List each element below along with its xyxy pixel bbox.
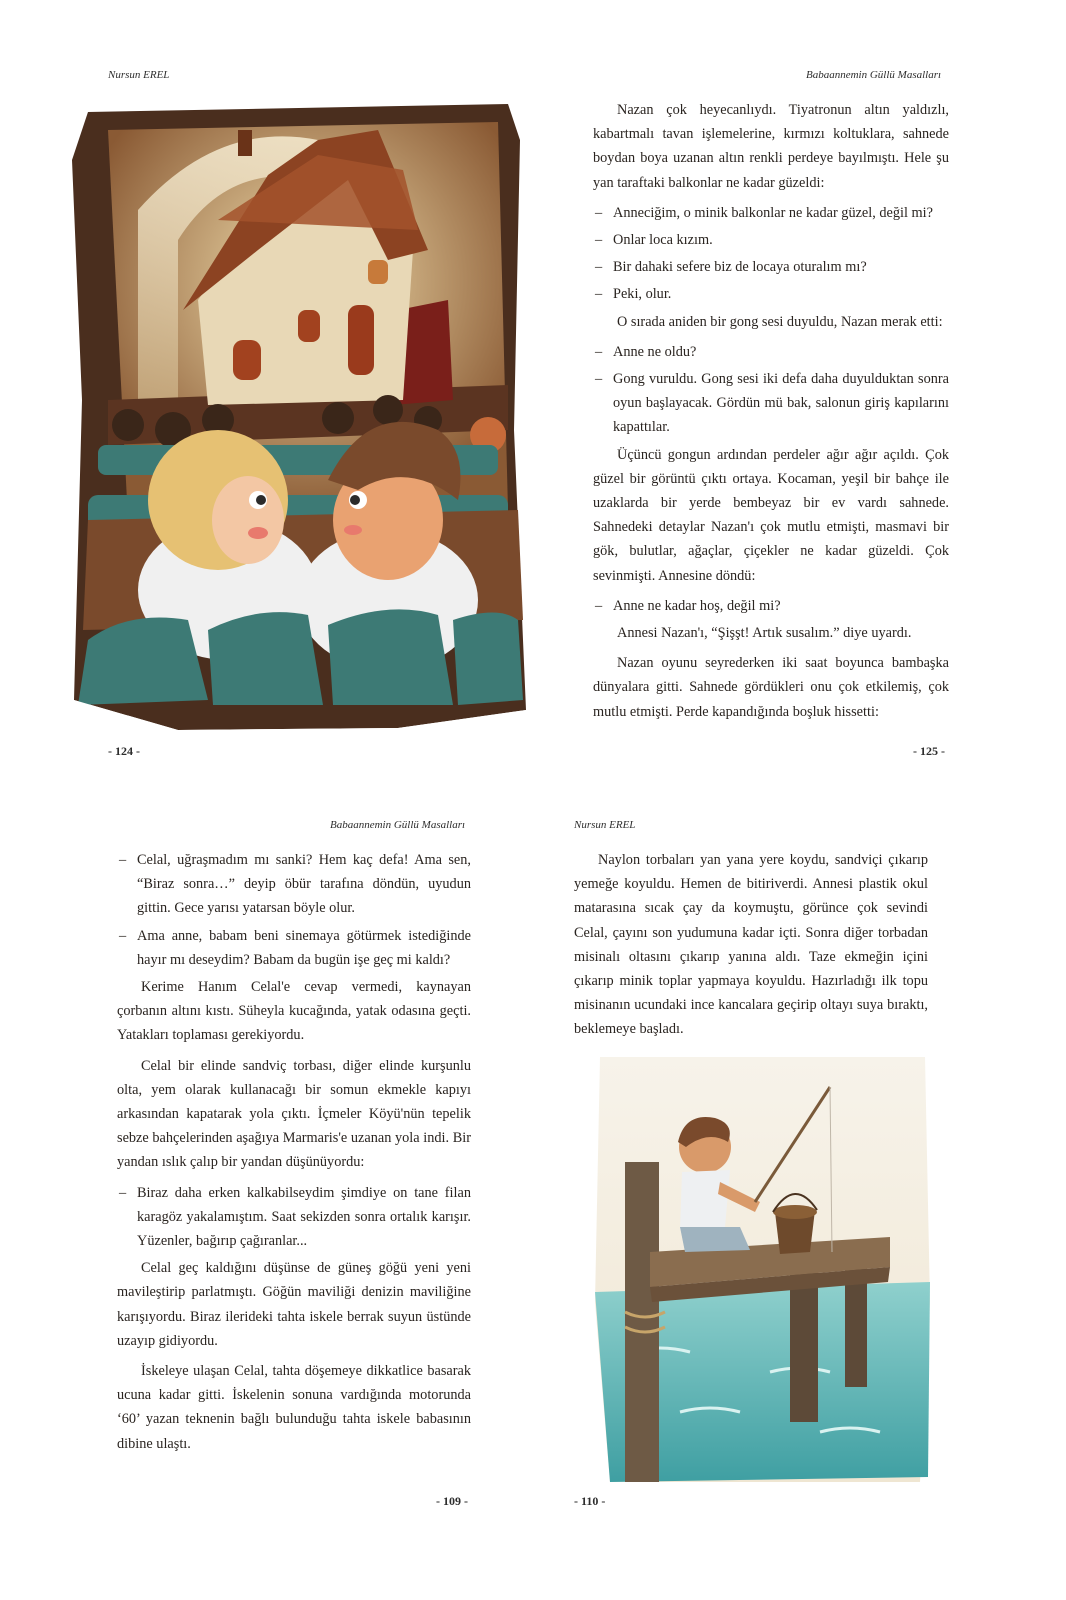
text-column — [117, 848, 471, 1462]
paragraph: Celal geç kaldığını düşünse de güneş göğü yeni yeni mavileştirip parlatmıştı. Göğün maviliği denizin maviliğine karışıyordu. Biraz ilerideki tahta iskele berrak suyun üstünde uzayıp gidiyordu. — [117, 1260, 471, 1349]
fishing-boy-illustration — [590, 1052, 935, 1487]
paragraph: Annesi Nazan'ı, “Şişşt! Artık susalım.” diye uyardı. — [617, 625, 912, 642]
dialogue-line: – Ama anne, babam beni sinemaya götürmek istediğinde hayır mı deseydim? Babam da bugün işe geç mi kaldı? — [117, 924, 471, 972]
page-number: - 110 - — [574, 1494, 606, 1508]
dialogue-line: – Anne ne oldu? — [593, 340, 949, 364]
paragraph: Naylon torbaları yan yana yere koydu, sandviçi çıkarıp yemeğe koyuldu. Hemen de bitiriverdi. Annesi plastik okul matarasına sıcak çay da koymuştu, görünce çok sevindi Celal, çayını son yudumuna kadar içti. Sonra diğer torbadan misinalı oltasını çıkarıp yanına aldı. Taze ekmeğin içini çıkarıp minik toplar yapmaya koyuldu. Hazırladığı ilk topu misinanın ucundaki ince kancalara geçirip oltayı suya bıraktı, beklemeye başladı. — [574, 852, 928, 1038]
dash-glyph: – — [595, 204, 603, 221]
dash-glyph: – — [595, 232, 603, 249]
theater-illustration — [68, 100, 530, 735]
dialogue-line: – Celal, uğraşmadım mı sanki? Hem kaç defa! Ama sen, “Biraz sonra…” deyip öbür tarafına döndün, uyudun gittin. Gece yarısı yatarsan böyle olur. — [117, 848, 471, 921]
dash-glyph: – — [119, 1184, 127, 1201]
dialogue-line: – Biraz daha erken kalkabilseydim şimdiye on tane filan karagöz yakalamıştım. Saat sekizden sonra ortalık karışır. Yüzenler, bağırıp çağıranlar... — [117, 1181, 471, 1254]
text-column — [574, 848, 928, 1048]
page-number: - 125 - — [913, 744, 945, 758]
dash-glyph: – — [595, 371, 603, 388]
dash-glyph: – — [119, 927, 127, 944]
dash-glyph: – — [595, 343, 603, 360]
paragraph: O sırada aniden bir gong sesi duyuldu, Nazan merak etti: — [617, 313, 943, 330]
running-head: Nursun EREL — [108, 69, 170, 81]
page-number: - 124 - — [108, 744, 140, 758]
running-head: Babaannemin Güllü Masalları — [330, 819, 466, 831]
dash-glyph: – — [595, 286, 603, 303]
dialogue-line: – Anneciğim, o minik balkonlar ne kadar güzel, değil mi? — [593, 201, 949, 225]
dialogue-line: – Peki, olur. — [593, 282, 949, 306]
paragraph: Nazan çok heyecanlıydı. Tiyatronun altın yaldızlı, kabartmalı tavan işlemelerine, kırmızı koltuklara, sahnede boydan boya uzanan altın renkli perdeye bayılmıştı. Hele şu yan taraftaki balkonlar ne kadar güzeldi: — [593, 102, 949, 191]
dialogue-line: – Anne ne kadar hoş, değil mi? — [593, 594, 949, 618]
dialogue-line: – Gong vuruldu. Gong sesi iki defa daha duyulduktan sonra oyun başlayacak. Gördün mü bak, salonun giriş kapılarını kapattılar. — [593, 367, 949, 440]
dash-glyph: – — [595, 597, 603, 614]
text-column — [593, 98, 949, 730]
paragraph: Nazan oyunu seyrederken iki saat boyunca bambaşka dünyalara gitti. Sahnede gördükleri onu çok etkilemiş, çok mutlu etmişti. Perde kapandığında boşluk hissetti: — [593, 655, 949, 720]
paragraph: Celal bir elinde sandviç torbası, diğer elinde kurşunlu olta, yem olarak kullanacağı bir somun ekmekle kapıyı arkasından kapatarak yola çıktı. İçmeler Köyü'nün tepelik sebze bahçelerinden aşağıya Marmaris'e uzanan yola indi. Bir yandan ıslık çalıp bir yandan düşünüyordu: — [117, 1057, 471, 1171]
paragraph: Üçüncü gongun ardından perdeler ağır ağır açıldı. Çok güzel bir görüntü çıktı ortaya. Kocaman, yeşil bir bahçe ile uzaklarda bir yerde bembeyaz bir ev vardı sahnede. Sahnedeki detaylar Nazan'ı çok mutlu etmişti, masmavi bir gök, bulutlar, ağaçlar, çiçekler ne kadar güzeldi. Çok sevinmişti. Annesine döndü: — [593, 446, 949, 584]
dash-glyph: – — [595, 259, 603, 276]
paragraph: İskeleye ulaşan Celal, tahta döşemeye dikkatlice basarak ucuna kadar gitti. İskelenin sonuna vardığında motorunda ‘60’ yazan teknenin bağlı bulunduğu tahta iskele babasının dibine ulaştı. — [117, 1363, 471, 1452]
dash-glyph: – — [119, 852, 127, 868]
dialogue-line: – Onlar loca kızım. — [593, 228, 949, 252]
paragraph: Kerime Hanım Celal'e cevap vermedi, kaynayan çorbanın altını kıstı. Süheyla kucağında, yatak odasına geçti. Yatakları toplaması gerekiyordu. — [117, 979, 471, 1044]
page-number: - 109 - — [436, 1494, 468, 1508]
running-head: Babaannemin Güllü Masalları — [806, 69, 942, 81]
running-head: Nursun EREL — [574, 819, 636, 831]
dialogue-line: – Bir dahaki sefere biz de locaya oturalım mı? — [593, 255, 949, 279]
